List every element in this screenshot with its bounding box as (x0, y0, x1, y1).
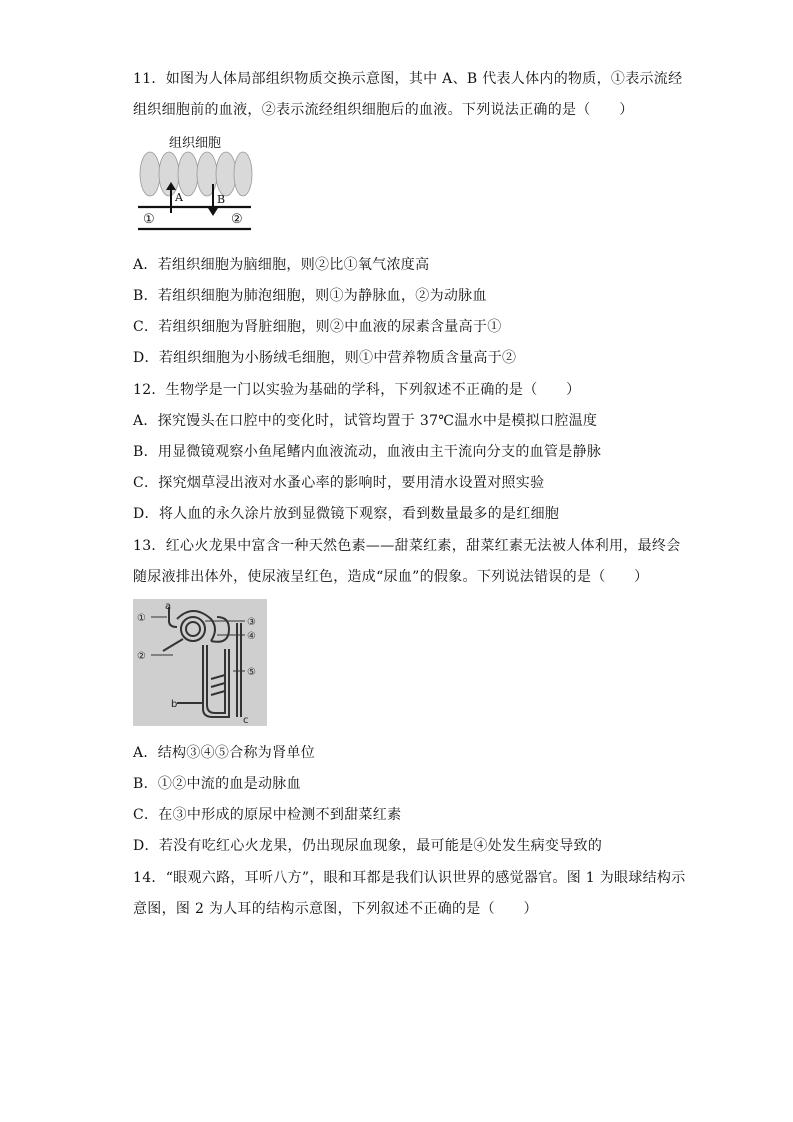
q13-stem-line2: 随尿液排出体外，使尿液呈红色，造成“尿血”的假象。下列说法错误的是（ ） (133, 569, 649, 585)
q12-option-a: A．探究馒头在口腔中的变化时，试管均置于 37℃温水中是模拟口腔温度 (133, 413, 598, 429)
label-b: B (217, 193, 226, 206)
tissue-cells (140, 152, 252, 196)
tissue-exchange-figure (133, 132, 255, 234)
q14-stem-line2: 意图，图 2 为人耳的结构示意图，下列叙述不正确的是（ ） (133, 901, 538, 917)
nephron-label-4: ④ (247, 631, 256, 642)
label-1: ① (143, 212, 155, 227)
q11-stem-line2: 组织细胞前的血液，②表示流经组织细胞后的血液。下列说法正确的是（ ） (133, 102, 634, 118)
q12-stem: 12．生物学是一门以实验为基础的学科，下列叙述不正确的是（ ） (133, 382, 581, 398)
q14-stem-line1: 14．“眼观六路，耳听八方”，眼和耳都是我们认识世界的感觉器官。图 1 为眼球结构示 (133, 870, 686, 886)
label-a: A (175, 191, 183, 204)
nephron-label-1: ① (137, 613, 146, 624)
nephron-label-5: ⑤ (247, 667, 256, 678)
q11-option-d: D．若组织细胞为小肠绒毛细胞，则①中营养物质含量高于② (133, 350, 517, 366)
q11-option-a: A．若组织细胞为脑细胞，则②比①氧气浓度高 (133, 257, 430, 273)
q12-option-b: B．用显微镜观察小鱼尾鳍内血液流动，血液由主干流向分支的血管是静脉 (133, 444, 602, 460)
nephron-label-c: c (243, 715, 249, 726)
label-2: ② (231, 212, 243, 227)
figure-title-tissue-cells: 组织细胞 (169, 136, 222, 151)
q11-stem-line1: 11．如图为人体局部组织物质交换示意图，其中 A、B 代表人体内的物质，①表示流经 (133, 71, 683, 87)
q11-option-b: B．若组织细胞为肺泡细胞，则①为静脉血，②为动脉血 (133, 288, 487, 304)
q13-option-d: D．若没有吃红心火龙果，仍出现尿血现象，最可能是④处发生病变导致的 (133, 838, 603, 854)
q13-option-c: C．在③中形成的原尿中检测不到甜菜红素 (133, 807, 402, 823)
nephron-label-b: b (171, 699, 178, 710)
q11-option-c: C．若组织细胞为肾脏细胞，则②中血液的尿素含量高于① (133, 319, 502, 335)
q12-option-d: D．将人血的永久涂片放到显微镜下观察，看到数量最多的是红细胞 (133, 506, 560, 522)
nephron-figure (133, 599, 267, 726)
nephron-label-a: a (165, 601, 172, 612)
q12-option-c: C．探究烟草浸出液对水蚤心率的影响时，要用清水设置对照实验 (133, 475, 545, 491)
q13-stem-line1: 13．红心火龙果中富含一种天然色素——甜菜红素，甜菜红素无法被人体利用，最终会 (133, 538, 681, 554)
nephron-label-2: ② (137, 651, 146, 662)
nephron-label-3: ③ (247, 617, 256, 628)
q13-option-b: B．①②中流的血是动脉血 (133, 776, 301, 792)
q13-option-a: A．结构③④⑤合称为肾单位 (133, 745, 316, 761)
